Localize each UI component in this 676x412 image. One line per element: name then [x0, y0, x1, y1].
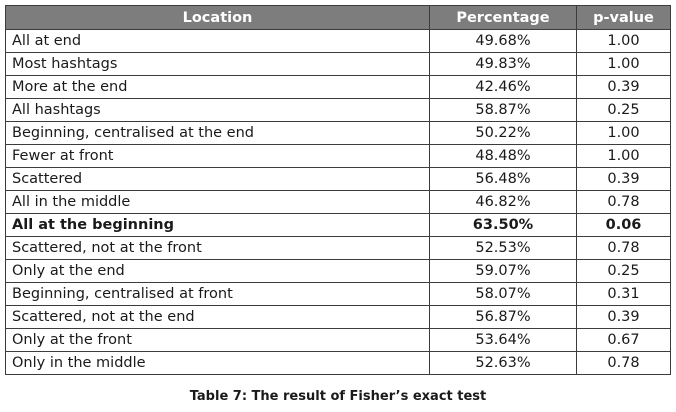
location-cell: All hashtags [6, 99, 430, 122]
table-row [6, 145, 671, 168]
percentage-cell: 59.07% [430, 260, 577, 283]
table-header-row [6, 6, 671, 30]
table-row [6, 122, 671, 145]
location-cell: All at the beginning [6, 214, 430, 237]
fisher-results-table [5, 5, 671, 375]
table-row [6, 76, 671, 99]
p-value-cell: 1.00 [577, 53, 671, 76]
p-value-cell: 0.31 [577, 283, 671, 306]
table-row [6, 329, 671, 352]
location-cell: Beginning, centralised at the end [6, 122, 430, 145]
results-table-container [5, 5, 670, 375]
percentage-cell: 50.22% [430, 122, 577, 145]
location-cell: Most hashtags [6, 53, 430, 76]
table-row [6, 283, 671, 306]
p-value-cell: 1.00 [577, 145, 671, 168]
table-row [6, 30, 671, 53]
percentage-cell: 58.07% [430, 283, 577, 306]
p-value-cell: 0.39 [577, 76, 671, 99]
percentage-cell: 52.63% [430, 352, 577, 375]
table-row [6, 237, 671, 260]
header-p-value: p-value [577, 6, 671, 30]
table-row [6, 306, 671, 329]
location-cell: Only in the middle [6, 352, 430, 375]
location-cell: Scattered, not at the front [6, 237, 430, 260]
p-value-cell: 0.06 [577, 214, 671, 237]
p-value-cell: 0.25 [577, 260, 671, 283]
location-cell: Scattered, not at the end [6, 306, 430, 329]
p-value-cell: 0.39 [577, 306, 671, 329]
p-value-cell: 0.78 [577, 191, 671, 214]
location-cell: Beginning, centralised at front [6, 283, 430, 306]
percentage-cell: 58.87% [430, 99, 577, 122]
table-caption: Table 7: The result of Fisher’s exact test [189, 389, 487, 404]
table-row [6, 168, 671, 191]
location-cell: All at end [6, 30, 430, 53]
p-value-cell: 0.25 [577, 99, 671, 122]
table-row [6, 53, 671, 76]
table-row [6, 99, 671, 122]
percentage-cell: 56.87% [430, 306, 577, 329]
p-value-cell: 0.67 [577, 329, 671, 352]
percentage-cell: 53.64% [430, 329, 577, 352]
p-value-cell: 0.78 [577, 237, 671, 260]
table-row [6, 352, 671, 375]
table-row [6, 214, 671, 237]
p-value-cell: 1.00 [577, 122, 671, 145]
location-cell: Only at the end [6, 260, 430, 283]
table-row [6, 260, 671, 283]
percentage-cell: 48.48% [430, 145, 577, 168]
header-percentage: Percentage [430, 6, 577, 30]
location-cell: More at the end [6, 76, 430, 99]
location-cell: Fewer at front [6, 145, 430, 168]
header-location: Location [6, 6, 430, 30]
percentage-cell: 63.50% [430, 214, 577, 237]
location-cell: Scattered [6, 168, 430, 191]
p-value-cell: 0.78 [577, 352, 671, 375]
percentage-cell: 52.53% [430, 237, 577, 260]
percentage-cell: 56.48% [430, 168, 577, 191]
percentage-cell: 49.68% [430, 30, 577, 53]
table-body [6, 30, 671, 375]
table-row [6, 191, 671, 214]
p-value-cell: 0.39 [577, 168, 671, 191]
location-cell: Only at the front [6, 329, 430, 352]
p-value-cell: 1.00 [577, 30, 671, 53]
percentage-cell: 49.83% [430, 53, 577, 76]
percentage-cell: 42.46% [430, 76, 577, 99]
percentage-cell: 46.82% [430, 191, 577, 214]
location-cell: All in the middle [6, 191, 430, 214]
